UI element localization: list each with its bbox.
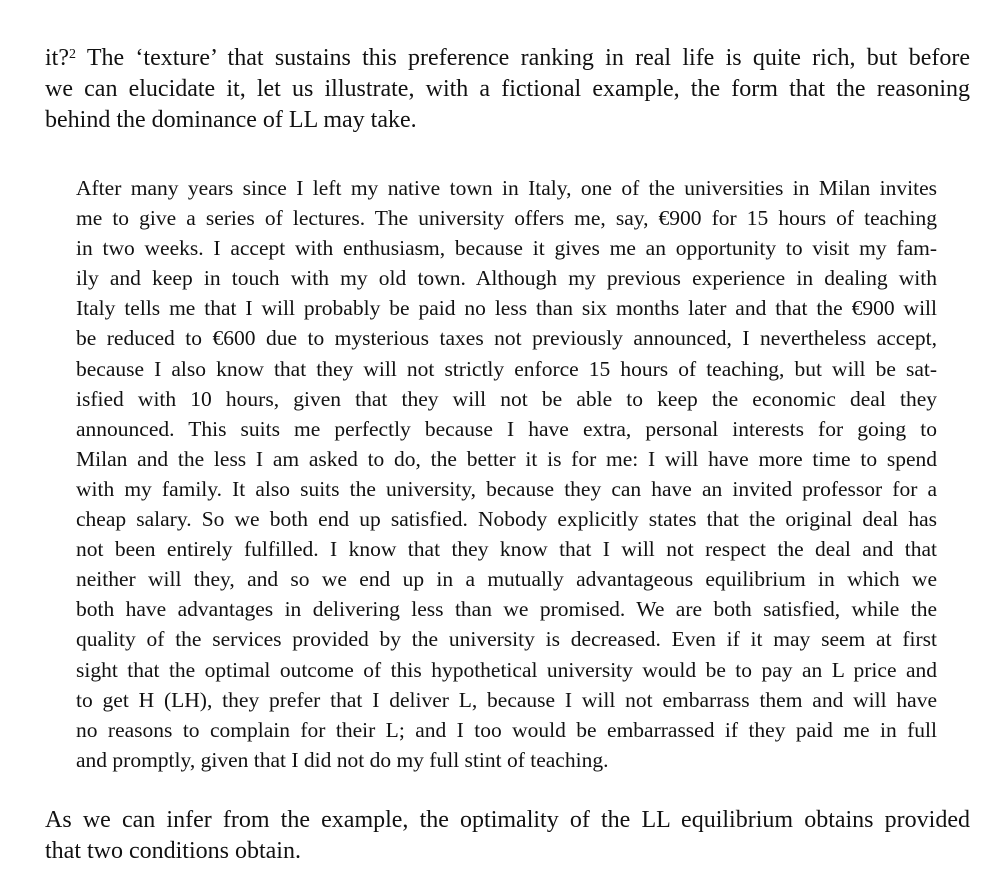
quote-line: cheap salary. So we both end up satisfied. Nobody explicitly states that the original deal has	[76, 507, 937, 532]
intro-line-1-rest: The ‘texture’ that sustains this preference ranking in real life is quite rich, but before	[76, 45, 970, 71]
block-quote	[76, 173, 937, 775]
quote-line: ily and keep in touch with my old town. Although my previous experience in dealing with	[76, 266, 937, 291]
quote-line: not been entirely fulfilled. I know that they know that I will not respect the deal and that	[76, 537, 937, 562]
quote-line: because I also know that they will not strictly enforce 15 hours of teaching, but will be sat-	[76, 356, 937, 381]
footnote-ref: 2	[69, 47, 76, 62]
conclusion-paragraph	[45, 805, 970, 867]
intro-line-1	[45, 43, 970, 74]
quote-line: and promptly, given that I did not do my full stint of teaching.	[76, 747, 609, 772]
conclusion-line-1: As we can infer from the example, the optimality of the LL equilibrium obtains provided	[45, 807, 970, 833]
quote-line: announced. This suits me perfectly because I have extra, personal interests for going to	[76, 416, 937, 441]
intro-line-2: we can elucidate it, let us illustrate, with a fictional example, the form that the reasoning	[45, 76, 970, 102]
quote-line: quality of the services provided by the university is decreased. Even if it may seem at first	[76, 627, 937, 652]
intro-line-3: behind the dominance of LL may take.	[45, 107, 417, 133]
quote-line: both have advantages in delivering less than we promised. We are both satisfied, while the	[76, 597, 937, 622]
quote-line: be reduced to €600 due to mysterious taxes not previously announced, I nevertheless accept,	[76, 326, 937, 351]
quote-line: with my family. It also suits the university, because they can have an invited professor for a	[76, 476, 937, 501]
quote-line: to get H (LH), they prefer that I deliver L, because I will not embarrass them and will have	[76, 687, 937, 712]
quote-line: me to give a series of lectures. The university offers me, say, €900 for 15 hours of teaching	[76, 206, 937, 231]
intro-paragraph	[45, 43, 970, 136]
intro-lead: it?	[45, 45, 69, 71]
quote-line: neither will they, and so we end up in a mutually advantageous equilibrium in which we	[76, 567, 937, 592]
quote-line: no reasons to complain for their L; and I too would be embarrassed if they paid me in full	[76, 717, 937, 742]
conclusion-line-2: that two conditions obtain.	[45, 838, 301, 864]
quote-line: isfied with 10 hours, given that they will not be able to keep the economic deal they	[76, 386, 937, 411]
quote-line: sight that the optimal outcome of this hypothetical university would be to pay an L price and	[76, 657, 937, 682]
quote-line: Italy tells me that I will probably be paid no less than six months later and that the €900 will	[76, 296, 937, 321]
quote-line: in two weeks. I accept with enthusiasm, because it gives me an opportunity to visit my fam-	[76, 236, 937, 261]
quote-line: After many years since I left my native town in Italy, one of the universities in Milan invites	[76, 176, 937, 200]
quote-line: Milan and the less I am asked to do, the better it is for me: I will have more time to spend	[76, 446, 937, 471]
